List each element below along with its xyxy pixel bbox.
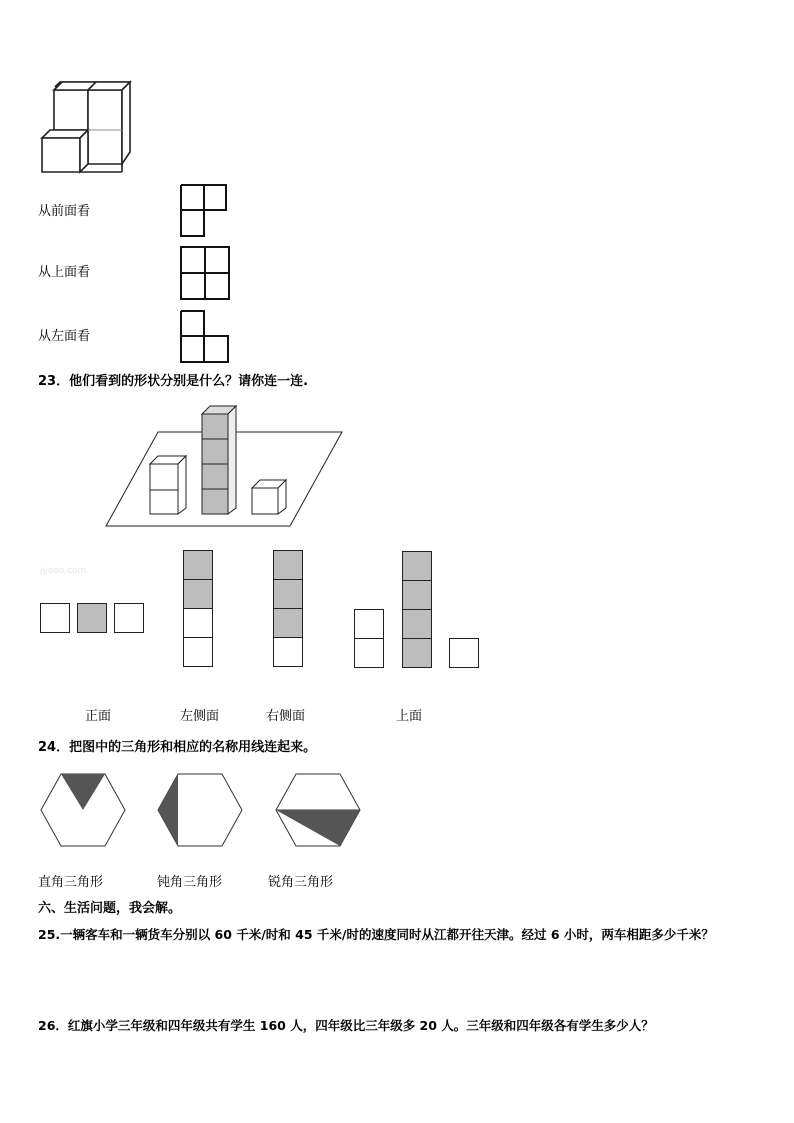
hexagon-acute-triangle bbox=[274, 772, 362, 850]
q23-question: 23．他们看到的形状分别是什么？请你连一连. bbox=[38, 374, 309, 389]
top-group-c-square-1 bbox=[449, 638, 479, 668]
view-label-front: 正面 bbox=[85, 709, 112, 724]
front-square-3 bbox=[114, 603, 144, 633]
hexagon-obtuse-triangle bbox=[156, 772, 244, 850]
left-view-label: 从左面看 bbox=[38, 329, 91, 344]
front-view-shape bbox=[180, 184, 230, 238]
top-group-a-square-1 bbox=[354, 609, 384, 639]
left-view-shape bbox=[180, 310, 232, 364]
top-group-b-square-1 bbox=[402, 551, 432, 581]
front-view-label: 从前面看 bbox=[38, 204, 91, 219]
front-square-1 bbox=[40, 603, 70, 633]
q24-question: 24．把图中的三角形和相应的名称用线连起来。 bbox=[38, 740, 317, 755]
name-right-triangle: 直角三角形 bbox=[38, 875, 104, 890]
top-view-label: 从上面看 bbox=[38, 265, 91, 280]
left-col-square-3 bbox=[183, 608, 213, 638]
view-label-right-side: 右侧面 bbox=[266, 709, 306, 724]
q23-cube-scene bbox=[104, 404, 346, 530]
hexagon-right-triangle bbox=[39, 772, 127, 850]
view-label-left-side: 左侧面 bbox=[180, 709, 220, 724]
right-col-square-3 bbox=[273, 608, 303, 638]
top-view-shape bbox=[180, 246, 232, 302]
section-6-title: 六、生活问题，我会解。 bbox=[38, 901, 182, 916]
top-group-b-square-3 bbox=[402, 609, 432, 639]
name-acute-triangle: 锐角三角形 bbox=[268, 875, 334, 890]
cube-figure bbox=[36, 80, 136, 176]
q26-question: 26．红旗小学三年级和四年级共有学生 160 人，四年级比三年级多 20 人。三年级和四年级各有学生多少人？ bbox=[38, 1018, 654, 1033]
top-group-a-square-2 bbox=[354, 638, 384, 668]
front-square-2 bbox=[77, 603, 107, 633]
q25-question: 25.一辆客车和一辆货车分别以 60 千米/时和 45 千米/时的速度同时从江都开往天津。经过 6 小时，两车相距多少千米？ bbox=[38, 927, 714, 942]
right-col-square-1 bbox=[273, 550, 303, 580]
right-col-square-4 bbox=[273, 637, 303, 667]
right-col-square-2 bbox=[273, 579, 303, 609]
top-group-b-square-4 bbox=[402, 638, 432, 668]
left-col-square-1 bbox=[183, 550, 213, 580]
top-group-b-square-2 bbox=[402, 580, 432, 610]
left-col-square-2 bbox=[183, 579, 213, 609]
view-label-top: 上面 bbox=[396, 709, 423, 724]
watermark: jyeoo.com bbox=[40, 566, 87, 576]
left-col-square-4 bbox=[183, 637, 213, 667]
name-obtuse-triangle: 钝角三角形 bbox=[157, 875, 223, 890]
